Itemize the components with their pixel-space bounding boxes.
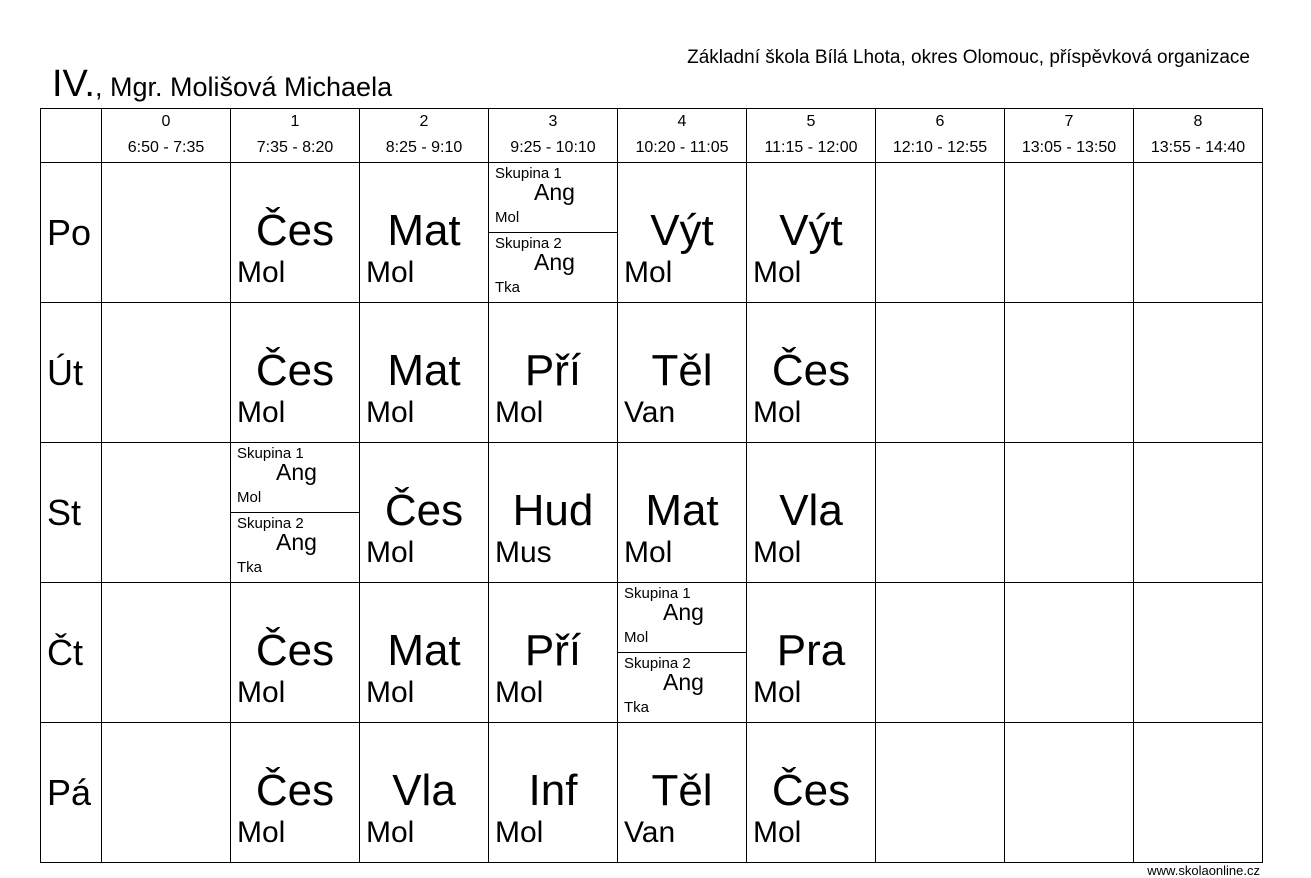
period-number: 8 <box>1193 113 1203 130</box>
period-header <box>618 109 747 163</box>
group-lesson[interactable] <box>489 163 617 233</box>
footer-link[interactable]: www.skolaonline.cz <box>1147 863 1260 878</box>
lesson-subject: Vla <box>779 486 843 535</box>
timetable <box>40 108 1263 863</box>
group-name: Skupina 2 <box>624 655 691 672</box>
lesson-cell[interactable] <box>747 303 876 443</box>
day-cell <box>41 583 102 723</box>
empty-cell <box>102 303 231 443</box>
lesson <box>489 303 617 442</box>
empty-cell <box>1005 583 1134 723</box>
period-time: 6:50 - 7:35 <box>127 139 205 156</box>
period-number: 3 <box>548 113 558 130</box>
lesson <box>360 723 488 862</box>
lesson <box>231 303 359 442</box>
lesson-subject: Čes <box>255 206 335 255</box>
lesson-teacher: Mol <box>624 536 673 569</box>
lesson-cell[interactable] <box>231 303 360 443</box>
group-teacher: Tka <box>495 279 521 296</box>
lesson <box>747 163 875 302</box>
lesson-subject: Mat <box>387 626 461 675</box>
lesson-subject: Čes <box>255 766 335 815</box>
group-name: Skupina 1 <box>237 445 304 462</box>
group-lesson[interactable] <box>231 443 359 513</box>
lesson-subject: Pří <box>524 626 582 675</box>
group-teacher: Mol <box>624 629 649 646</box>
empty-cell <box>102 583 231 723</box>
lesson-cell[interactable] <box>747 163 876 303</box>
lesson <box>489 723 617 862</box>
group-name: Skupina 2 <box>495 235 562 252</box>
day-row <box>41 303 1263 443</box>
group-teacher: Tka <box>624 699 650 716</box>
period-header <box>1134 109 1263 163</box>
day-label: Po <box>47 211 92 253</box>
empty-cell <box>876 163 1005 303</box>
lesson-teacher: Van <box>624 396 676 429</box>
period-number: 4 <box>677 113 687 130</box>
period-number: 0 <box>161 113 171 130</box>
empty-cell <box>1005 303 1134 443</box>
day-row <box>41 163 1263 303</box>
lesson-cell[interactable] <box>360 303 489 443</box>
day-label: St <box>47 491 82 533</box>
lesson-cell[interactable] <box>618 443 747 583</box>
day-cell <box>41 723 102 863</box>
lesson-teacher: Mol <box>237 676 286 709</box>
lesson-subject: Pří <box>524 346 582 395</box>
lesson-teacher: Mol <box>495 676 544 709</box>
lesson <box>747 443 875 582</box>
lesson-cell[interactable] <box>618 583 747 723</box>
period-header <box>1005 109 1134 163</box>
lesson-teacher: Mol <box>366 396 415 429</box>
empty-cell <box>876 583 1005 723</box>
group-subject: Ang <box>663 599 704 625</box>
period-number: 5 <box>806 113 816 130</box>
group-subject: Ang <box>534 249 575 275</box>
group-subject: Ang <box>534 179 575 205</box>
lesson-cell[interactable] <box>360 443 489 583</box>
day-label: Út <box>47 351 83 393</box>
lesson-teacher: Mol <box>753 396 802 429</box>
period-header <box>102 109 231 163</box>
lesson-cell[interactable] <box>618 723 747 863</box>
lesson-cell[interactable] <box>489 443 618 583</box>
corner-cell <box>41 109 102 163</box>
period-header <box>360 109 489 163</box>
lesson-cell[interactable] <box>231 583 360 723</box>
period-number: 2 <box>419 113 429 130</box>
lesson-teacher: Mol <box>495 396 544 429</box>
lesson-subject: Čes <box>771 346 851 395</box>
day-row <box>41 723 1263 863</box>
lesson-cell[interactable] <box>489 723 618 863</box>
lesson-teacher: Mol <box>366 256 415 289</box>
lesson-cell[interactable] <box>747 723 876 863</box>
lesson <box>618 303 746 442</box>
empty-cell <box>1134 583 1263 723</box>
period-time: 9:25 - 10:10 <box>510 139 596 156</box>
group-teacher: Tka <box>237 559 263 576</box>
lesson-teacher: Mus <box>495 536 552 569</box>
day-label: Čt <box>47 631 83 673</box>
lesson <box>618 163 746 302</box>
period-header <box>747 109 876 163</box>
group-teacher: Mol <box>495 209 520 226</box>
lesson-teacher: Mol <box>624 256 673 289</box>
lesson <box>489 443 617 582</box>
page-title <box>52 63 392 106</box>
lesson <box>618 723 746 862</box>
empty-cell <box>876 723 1005 863</box>
lesson <box>747 583 875 722</box>
lesson-teacher: Mol <box>495 816 544 849</box>
lesson-cell[interactable] <box>747 443 876 583</box>
empty-cell <box>1005 443 1134 583</box>
day-cell <box>41 443 102 583</box>
lesson <box>231 163 359 302</box>
lesson-subject: Těl <box>651 766 713 815</box>
empty-cell <box>102 723 231 863</box>
lesson-subject: Mat <box>645 486 719 535</box>
lesson-cell[interactable] <box>618 163 747 303</box>
lesson-teacher: Mol <box>753 816 802 849</box>
group-lesson[interactable] <box>489 233 617 302</box>
lesson <box>360 443 488 582</box>
group-lesson[interactable] <box>618 583 746 653</box>
lesson-cell[interactable] <box>489 303 618 443</box>
period-time: 12:10 - 12:55 <box>892 139 988 156</box>
period-header <box>876 109 1005 163</box>
class-teacher: , Mgr. Molišová Michaela <box>94 72 393 102</box>
lesson-subject: Vla <box>392 766 456 815</box>
period-header <box>489 109 618 163</box>
lesson-subject: Mat <box>387 346 461 395</box>
empty-cell <box>876 443 1005 583</box>
lesson-subject: Čes <box>771 766 851 815</box>
lesson-teacher: Mol <box>366 536 415 569</box>
class-name: IV. <box>52 63 95 105</box>
lesson-teacher: Mol <box>237 816 286 849</box>
lesson <box>231 723 359 862</box>
lesson-teacher: Van <box>624 816 676 849</box>
empty-cell <box>1134 303 1263 443</box>
lesson-subject: Těl <box>651 346 713 395</box>
lesson-teacher: Mol <box>753 676 802 709</box>
lesson-cell[interactable] <box>747 583 876 723</box>
lesson-cell[interactable] <box>489 163 618 303</box>
period-time: 7:35 - 8:20 <box>256 139 334 156</box>
lesson <box>489 583 617 722</box>
lesson-cell[interactable] <box>231 443 360 583</box>
period-time: 10:20 - 11:05 <box>635 139 729 156</box>
school-name: Základní škola Bílá Lhota, okres Olomouc, příspěvková organizace <box>687 47 1250 68</box>
lesson-subject: Čes <box>255 346 335 395</box>
period-number: 6 <box>935 113 945 130</box>
day-label: Pá <box>47 771 92 813</box>
group-subject: Ang <box>663 669 704 695</box>
lesson-cell[interactable] <box>231 163 360 303</box>
day-row <box>41 443 1263 583</box>
period-header-row <box>41 109 1263 163</box>
lesson-subject: Výt <box>650 206 714 255</box>
group-lesson[interactable] <box>231 513 359 582</box>
lesson-subject: Výt <box>779 206 843 255</box>
period-number: 7 <box>1064 113 1074 130</box>
period-header <box>231 109 360 163</box>
lesson-teacher: Mol <box>753 536 802 569</box>
lesson-cell[interactable] <box>618 303 747 443</box>
period-time: 11:15 - 12:00 <box>764 139 858 156</box>
lesson <box>360 163 488 302</box>
lesson-subject: Hud <box>512 486 594 535</box>
lesson-cell[interactable] <box>231 723 360 863</box>
lesson-cell[interactable] <box>360 723 489 863</box>
period-time: 13:55 - 14:40 <box>1150 139 1246 156</box>
lesson <box>747 723 875 862</box>
lesson-subject: Pra <box>776 626 846 675</box>
lesson-teacher: Mol <box>753 256 802 289</box>
period-time: 13:05 - 13:50 <box>1021 139 1117 156</box>
lesson-teacher: Mol <box>366 676 415 709</box>
group-teacher: Mol <box>237 489 262 506</box>
lesson-teacher: Mol <box>366 816 415 849</box>
lesson <box>360 303 488 442</box>
group-subject: Ang <box>276 529 317 555</box>
group-lesson[interactable] <box>618 653 746 722</box>
lesson-subject: Čes <box>384 486 464 535</box>
lesson-cell[interactable] <box>489 583 618 723</box>
lesson <box>747 303 875 442</box>
lesson-cell[interactable] <box>360 163 489 303</box>
lesson <box>231 583 359 722</box>
lesson-teacher: Mol <box>237 256 286 289</box>
lesson-cell[interactable] <box>360 583 489 723</box>
period-number: 1 <box>290 113 300 130</box>
group-name: Skupina 1 <box>624 585 691 602</box>
lesson <box>360 583 488 722</box>
empty-cell <box>876 303 1005 443</box>
group-subject: Ang <box>276 459 317 485</box>
lesson-teacher: Mol <box>237 396 286 429</box>
period-time: 8:25 - 9:10 <box>385 139 463 156</box>
group-name: Skupina 2 <box>237 515 304 532</box>
day-cell <box>41 303 102 443</box>
empty-cell <box>102 163 231 303</box>
empty-cell <box>1134 443 1263 583</box>
group-name: Skupina 1 <box>495 165 562 182</box>
lesson-subject: Inf <box>528 766 578 815</box>
lesson-subject: Čes <box>255 626 335 675</box>
lesson <box>618 443 746 582</box>
empty-cell <box>102 443 231 583</box>
empty-cell <box>1134 163 1263 303</box>
lesson-subject: Mat <box>387 206 461 255</box>
day-row <box>41 583 1263 723</box>
empty-cell <box>1005 163 1134 303</box>
day-cell <box>41 163 102 303</box>
empty-cell <box>1134 723 1263 863</box>
empty-cell <box>1005 723 1134 863</box>
